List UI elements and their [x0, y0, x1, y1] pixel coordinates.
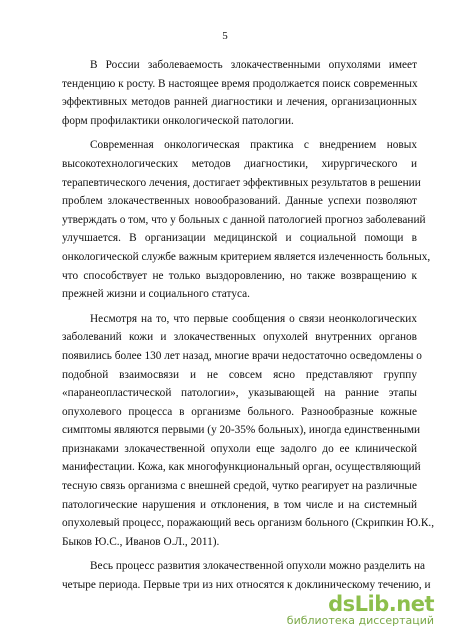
text-line: опухолевого процесса в организме больного. Разнообразные кожные	[62, 405, 417, 418]
text-line: В России заболеваемость злокачественными опухолями имеет	[90, 59, 417, 71]
text-line: улучшается. В организации медицинской и социальной помощи в	[62, 232, 417, 245]
text-line: появились более 130 лет назад, многие врачи недостаточно осведомлены о	[62, 349, 422, 362]
text-line: симптомы являются первыми (у 20-35% больных), иногда единственными	[62, 424, 421, 437]
text-line: заболеваний кожи и злокачественных опухолей внутренних органов	[62, 331, 417, 344]
text-line: четыре периода. Первые три из них относятся к доклиническому течению, и	[62, 579, 431, 592]
text-line: опухолевый процесс, поражающий весь организм больного (Скрипкин Ю.К.,	[62, 517, 435, 530]
text-line: подобной взаимосвязи и не совсем ясно представляют группу	[62, 368, 417, 381]
watermark-logo: dsLib.net	[328, 592, 434, 616]
paragraph-4	[62, 557, 431, 594]
text-line: тесную связь организма с внешней средой, чутко реагирует на различные	[62, 480, 417, 493]
text-line: эффективных методов ранней диагностики и лечения, организационных	[62, 96, 417, 109]
paragraph-3	[62, 310, 435, 552]
text-line: патологические нарушения и отклонения, в том числе и на системный	[62, 498, 417, 511]
text-line: что способствует не только выздоровлению, но также возвращению к	[62, 269, 417, 282]
text-line: Несмотря на то, что первые сообщения о связи неонкологических	[90, 312, 417, 325]
text-line: манифестации. Кожа, как многофункциональный орган, осуществляющий	[62, 461, 421, 474]
text-line: признаками злокачественной опухоли еще задолго до ее клинической	[62, 442, 417, 455]
text-line: Быков Ю.С., Иванов О.Л., 2011).	[62, 535, 220, 548]
text-line: «паранеопластической патологии», указывающей на ранние этапы	[62, 387, 417, 400]
paragraph-2	[62, 136, 431, 303]
text-line: высокотехнологических методов диагностики, хирургического и	[62, 157, 417, 170]
watermark-subtitle: библиотека диссертаций	[286, 614, 434, 627]
text-line: Современная онкологическая практика с внедрением новых	[90, 139, 417, 152]
paragraph-1	[62, 56, 417, 130]
text-line: онкологической службе важным критерием является излеченность больных,	[62, 250, 431, 263]
text-line: терапевтического лечения, достигает эффективных результатов в решении	[62, 176, 421, 189]
text-line: Весь процесс развития злокачественной опухоли можно разделить на	[90, 560, 426, 573]
text-line: тенденцию к росту. В настоящее время продолжается поиск современных	[62, 77, 418, 90]
document-body	[62, 56, 435, 601]
watermark	[234, 592, 434, 628]
text-line: утверждать о том, что у больных с данной патологией прогноз заболеваний	[62, 213, 426, 226]
text-line: проблем злокачественных новообразований. Данные успехи позволяют	[62, 195, 417, 208]
page-number: 5	[222, 30, 228, 42]
text-line: прежней жизни и социального статуса.	[62, 288, 250, 301]
text-line: форм профилактики онкологической патологии.	[62, 114, 294, 127]
